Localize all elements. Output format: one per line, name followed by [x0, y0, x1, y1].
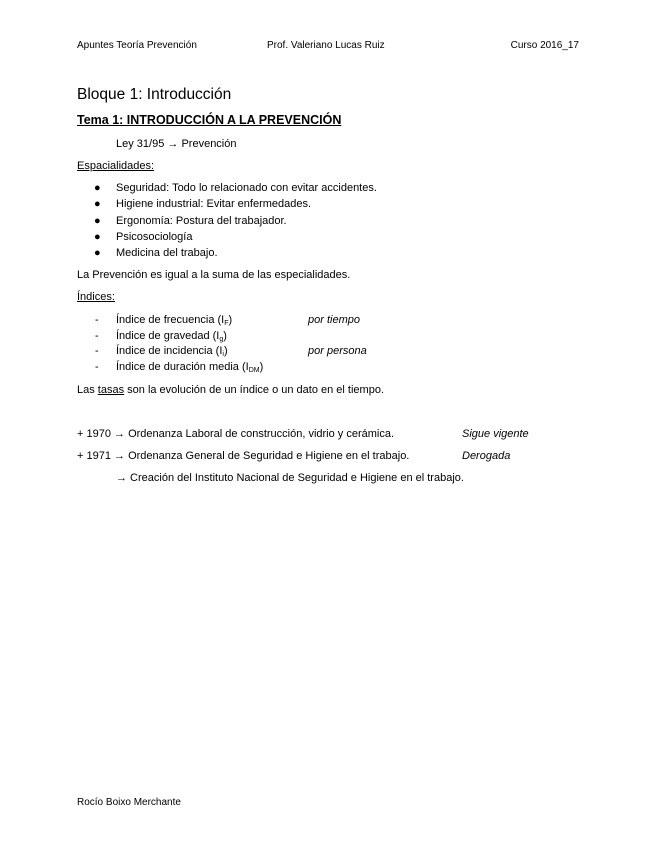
history-status-1970: Sigue vigente	[462, 428, 529, 440]
tasas-line: Las tasas son la evolución de un índice o un dato en el tiempo.	[77, 384, 384, 396]
list-item: Índice de frecuencia $(I_F)$	[116, 314, 233, 327]
tema-title: Tema 1: INTRODUCCIÓN A LA PREVENCIÓN	[77, 113, 342, 127]
index-note: por tiempo	[308, 314, 360, 326]
bullet-icon: ●	[94, 231, 101, 243]
list-item: Higiene industrial: Evitar enfermedades.	[116, 198, 312, 210]
list-item: Medicina del trabajo.	[116, 247, 218, 259]
header-left: Apuntes Teoría Prevención	[77, 40, 197, 51]
index-note: por persona	[308, 345, 367, 357]
bullet-icon: ●	[94, 182, 101, 194]
list-item: Índice de gravedad $(I_g)$	[116, 330, 227, 343]
header-right: Curso 2016_17	[510, 40, 579, 51]
list-item: Psicosociología	[116, 231, 193, 243]
summary-line: La Prevención es igual a la suma de las especialidades.	[77, 269, 351, 281]
bullet-icon: ●	[94, 247, 101, 259]
dash-icon: -	[95, 314, 99, 326]
especialidades-heading: Espacialidades:	[77, 160, 155, 172]
ley-target: Prevención	[181, 138, 237, 150]
footer-author: Rocío Boixo Merchante	[77, 797, 181, 808]
list-item: Índice de duración media $(I_{DM})$	[116, 361, 264, 374]
header-center: Prof. Valeriano Lucas Ruiz	[267, 40, 385, 51]
dash-icon: -	[95, 345, 99, 357]
dash-icon: -	[95, 361, 99, 373]
ley-text: Ley 31/95	[116, 138, 165, 150]
arrow-icon: →	[167, 138, 179, 150]
bullet-icon: ●	[94, 215, 101, 227]
list-item: Seguridad: Todo lo relacionado con evitar accidentes.	[116, 182, 377, 194]
tasas-word: tasas	[97, 384, 125, 396]
history-sub-item: → Creación del Instituto Nacional de Seguridad e Higiene en el trabajo.	[116, 472, 464, 484]
history-item-1971: + 1971 → Ordenanza General de Seguridad e Higiene en el trabajo.	[77, 450, 410, 462]
list-item: Ergonomía: Postura del trabajador.	[116, 215, 287, 227]
ley-line	[116, 138, 237, 150]
history-status-1971: Derogada	[462, 450, 511, 462]
dash-icon: -	[95, 330, 99, 342]
bullet-icon: ●	[94, 198, 101, 210]
history-item-1970: + 1970 → Ordenanza Laboral de construcción, vidrio y cerámica.	[77, 428, 395, 440]
bloque-title: Bloque 1: Introducción	[77, 86, 232, 103]
indices-heading: Índices:	[77, 291, 115, 303]
list-item: Índice de incidencia $(I_i)$	[116, 345, 228, 358]
